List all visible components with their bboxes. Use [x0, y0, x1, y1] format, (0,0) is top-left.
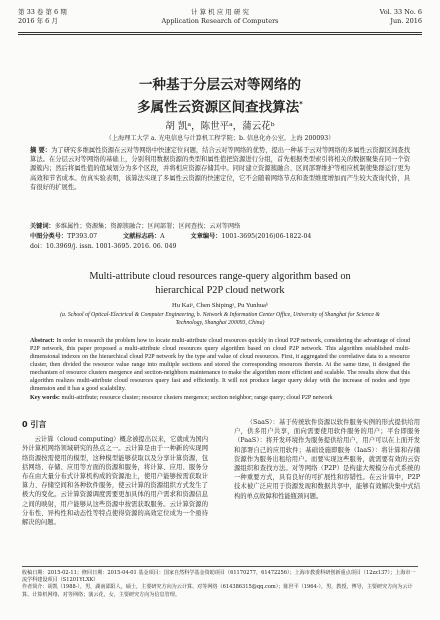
title-en-line2: hierarchical P2P cloud network: [155, 285, 285, 296]
paper-title-cn: [0, 76, 440, 118]
date-cn: 2016 年 6 月: [18, 17, 58, 25]
keywords-cn-label: 关键词：: [30, 223, 55, 230]
volume-cn: 第 33 卷 第 6 期: [18, 8, 67, 16]
header-right: [380, 8, 422, 26]
doi-value: 10.3969/j. issn. 1001-3695. 2016. 06. 049: [45, 243, 177, 250]
header-rule-top: [18, 32, 422, 33]
clc-label: 中图分类号：: [30, 233, 68, 240]
classification-line: [30, 232, 410, 241]
article-id-label: 文章编号：: [190, 233, 222, 240]
keywords-cn: [30, 222, 410, 231]
article-id-value: 1001-3695(2016)06-1822-04: [221, 233, 312, 240]
volume-en: Vol. 33 No. 6: [379, 8, 422, 16]
journal-name-cn: 计 算 机 应 用 研 究: [191, 8, 249, 16]
title-cn-line1: 一种基于分层云对等网络的: [139, 77, 301, 93]
authors-en: Hu Kaiᵃ, Chen Shipingᵃ, Pu Yunhuaᵇ: [171, 302, 269, 309]
keywords-en: [30, 394, 410, 402]
body-column-right: [234, 418, 420, 501]
clc-value: TP393.07: [67, 233, 98, 240]
keywords-en-label: Key words:: [30, 395, 60, 401]
affiliation-cn: （上海理工大学 a. 光电信息与计算机工程学院；b. 信息化办公室，上海 200093）: [105, 135, 335, 142]
affiliation-en: (a. School of Optical-Electrical & Computer Engineering, b. Network & Information Center Office, University of Shanghai for Science & Technology, Shanghai 200093, China): [60, 312, 380, 326]
keywords-cn-text: 多维属性；资源集；资源簇融合；区间部署；区间查找；云对等网络: [54, 223, 241, 230]
doc-code-value: A: [160, 233, 165, 240]
doi-label: doi：: [30, 243, 46, 250]
date-en: Jun. 2016: [390, 17, 422, 25]
paper-title-en: [40, 270, 400, 298]
running-header: [18, 8, 422, 34]
abstract-en-text: In order to research the problem how to locate multi-attribute cloud resources quickly in cloud P2P network, considering the advantage of cloud P2P network, this paper proposed a multi-attribute cloud resources query algorithm based on cloud P2P network. This algorithm established multi-dimensional indexes on the hierarchical cloud P2P network by the type and value of cloud resources. First, it aggregated the correlative data to a resource cluster, then divided the resource value range into multiple sections and stored the corresponding resources therein. At the same time, it designed the mechanism of resource clusters mergence and section-neighbors maintenance to make the algorithm more efficient and scalable. The results show that this algorithm realizes multi-attribute cloud resources query fast and efficiently. It will not produce larger query delay with the increase of nodes and type dimension and it has a good scalability.: [30, 338, 411, 392]
body-text-left: 云计算（cloud computing）概念被提出以来，它就成为国内外计算机网络领域研究的热点之一。云计算是由于一种新的实现网络资源按需使用的模型，这种模型能够获取以及分享计算资源，包括网络、存储、应用等方面的资源和服务，将计算、应用、服务分布在由大量分布式计算机构成的资源池上，使用户能够按需获取计算力、存储空间和各种软件服务，使云计算的资源组织方式发生了极大的变化。云计算资源调度需要更加具体的用户需求和资源信息之间的映射，用户能够从这些资源中按需获取服务。云计算资源的分布性、异构性和动态性等特点使得资源的高效定位成为一个亟待解决的问题。: [22, 436, 208, 527]
journal-name-en: Application Research of Computers: [161, 17, 279, 25]
abstract-cn-label: 摘 要：: [30, 147, 52, 154]
footnote: 收稿日期：2015-02-11；修回日期：2015-04-01 基金项目：国家自然科学基金资助项目（61170277，61472256）；上海市教委科研创新重点项目（12zz137）；上海市一流学科建设项目（S1201YLXK） 作者简介：胡凯（1988-），男，湖南邵阳人，硕士，主要研究方向为云计算、对等网络（614386315@qq.com）；陈世平（1964-），男，教授，博导，主要研究方向为云计算、计算机网络、对等网络；蒲云花，女，主要研究方向为信息管理。: [22, 566, 418, 599]
keywords-en-text: multi-attribute; resource cluster; resource clusters mergence; section neighbor; range query; cloud P2P network: [61, 395, 333, 401]
body-column-left: [22, 418, 208, 527]
title-en-line1: Multi-attribute cloud resources range-query algorithm based on: [89, 271, 351, 282]
section-heading-introduction: 0 引言: [22, 420, 47, 429]
authors-cn: 胡 凯ᵃ，陈世平ᵃ，蒲云花ᵇ: [165, 121, 275, 132]
abstract-en-label: Abstract:: [30, 338, 55, 344]
body-text-right: （SaaS）：基于传统软件资源以软件服务实例的形式提供给用户，供多用户共享，面向需要使用软件服务的用户；平台即服务（PaaS）：将开发环境作为服务提供给用户，用户可以在上面开发和部署自己的应用软件；基础设施即服务（IaaS）：将计算和存储资源作为服务出租给用户。而要实现这些服务，就需要有效的云资源组织和查找方法。对等网络（P2P）是构建大规模分布式系统的一种重要方式，具有良好的可扩展性和容错性。在云计算中，P2P技术被广泛应用于资源发现和数据共享中，能够有效解决集中式结构的单点故障和性能瓶颈问题。: [234, 419, 420, 500]
abstract-en: [30, 337, 410, 402]
abstract-cn: [30, 146, 410, 192]
title-footnote-mark: *: [299, 100, 303, 108]
title-cn-line2: 多属性云资源区间查找算法: [137, 99, 300, 116]
header-rule-bottom: [18, 34, 422, 35]
doi-line: [30, 242, 410, 251]
doc-code-label: 文献标志码：: [123, 233, 161, 240]
abstract-cn-text: 为了研究多维属性资源在云对等网络中快速定位问题，结合云对等网络的优势，提出一种基于云对等网络的多属性云资源区间查找算法。在分层云对等网络的基础上，分别利用数据资源的类型和属性值把资源进行分组，首先根据类型索引将相关的数据聚集在同一个资源簇内；然后将属性值的值域划分为多个区段，并将相应资源存储其中。同时建立资源簇融合、区间部署维护等相应机制使集群运行更为高效和节省成本。仿真实验表明，该算法实现了多属性云资源的快速定位，它不会随着网络节点和查型维度增加而产生较大查询代价，具有很好的扩展性。: [30, 147, 411, 191]
header-center: [18, 8, 422, 26]
